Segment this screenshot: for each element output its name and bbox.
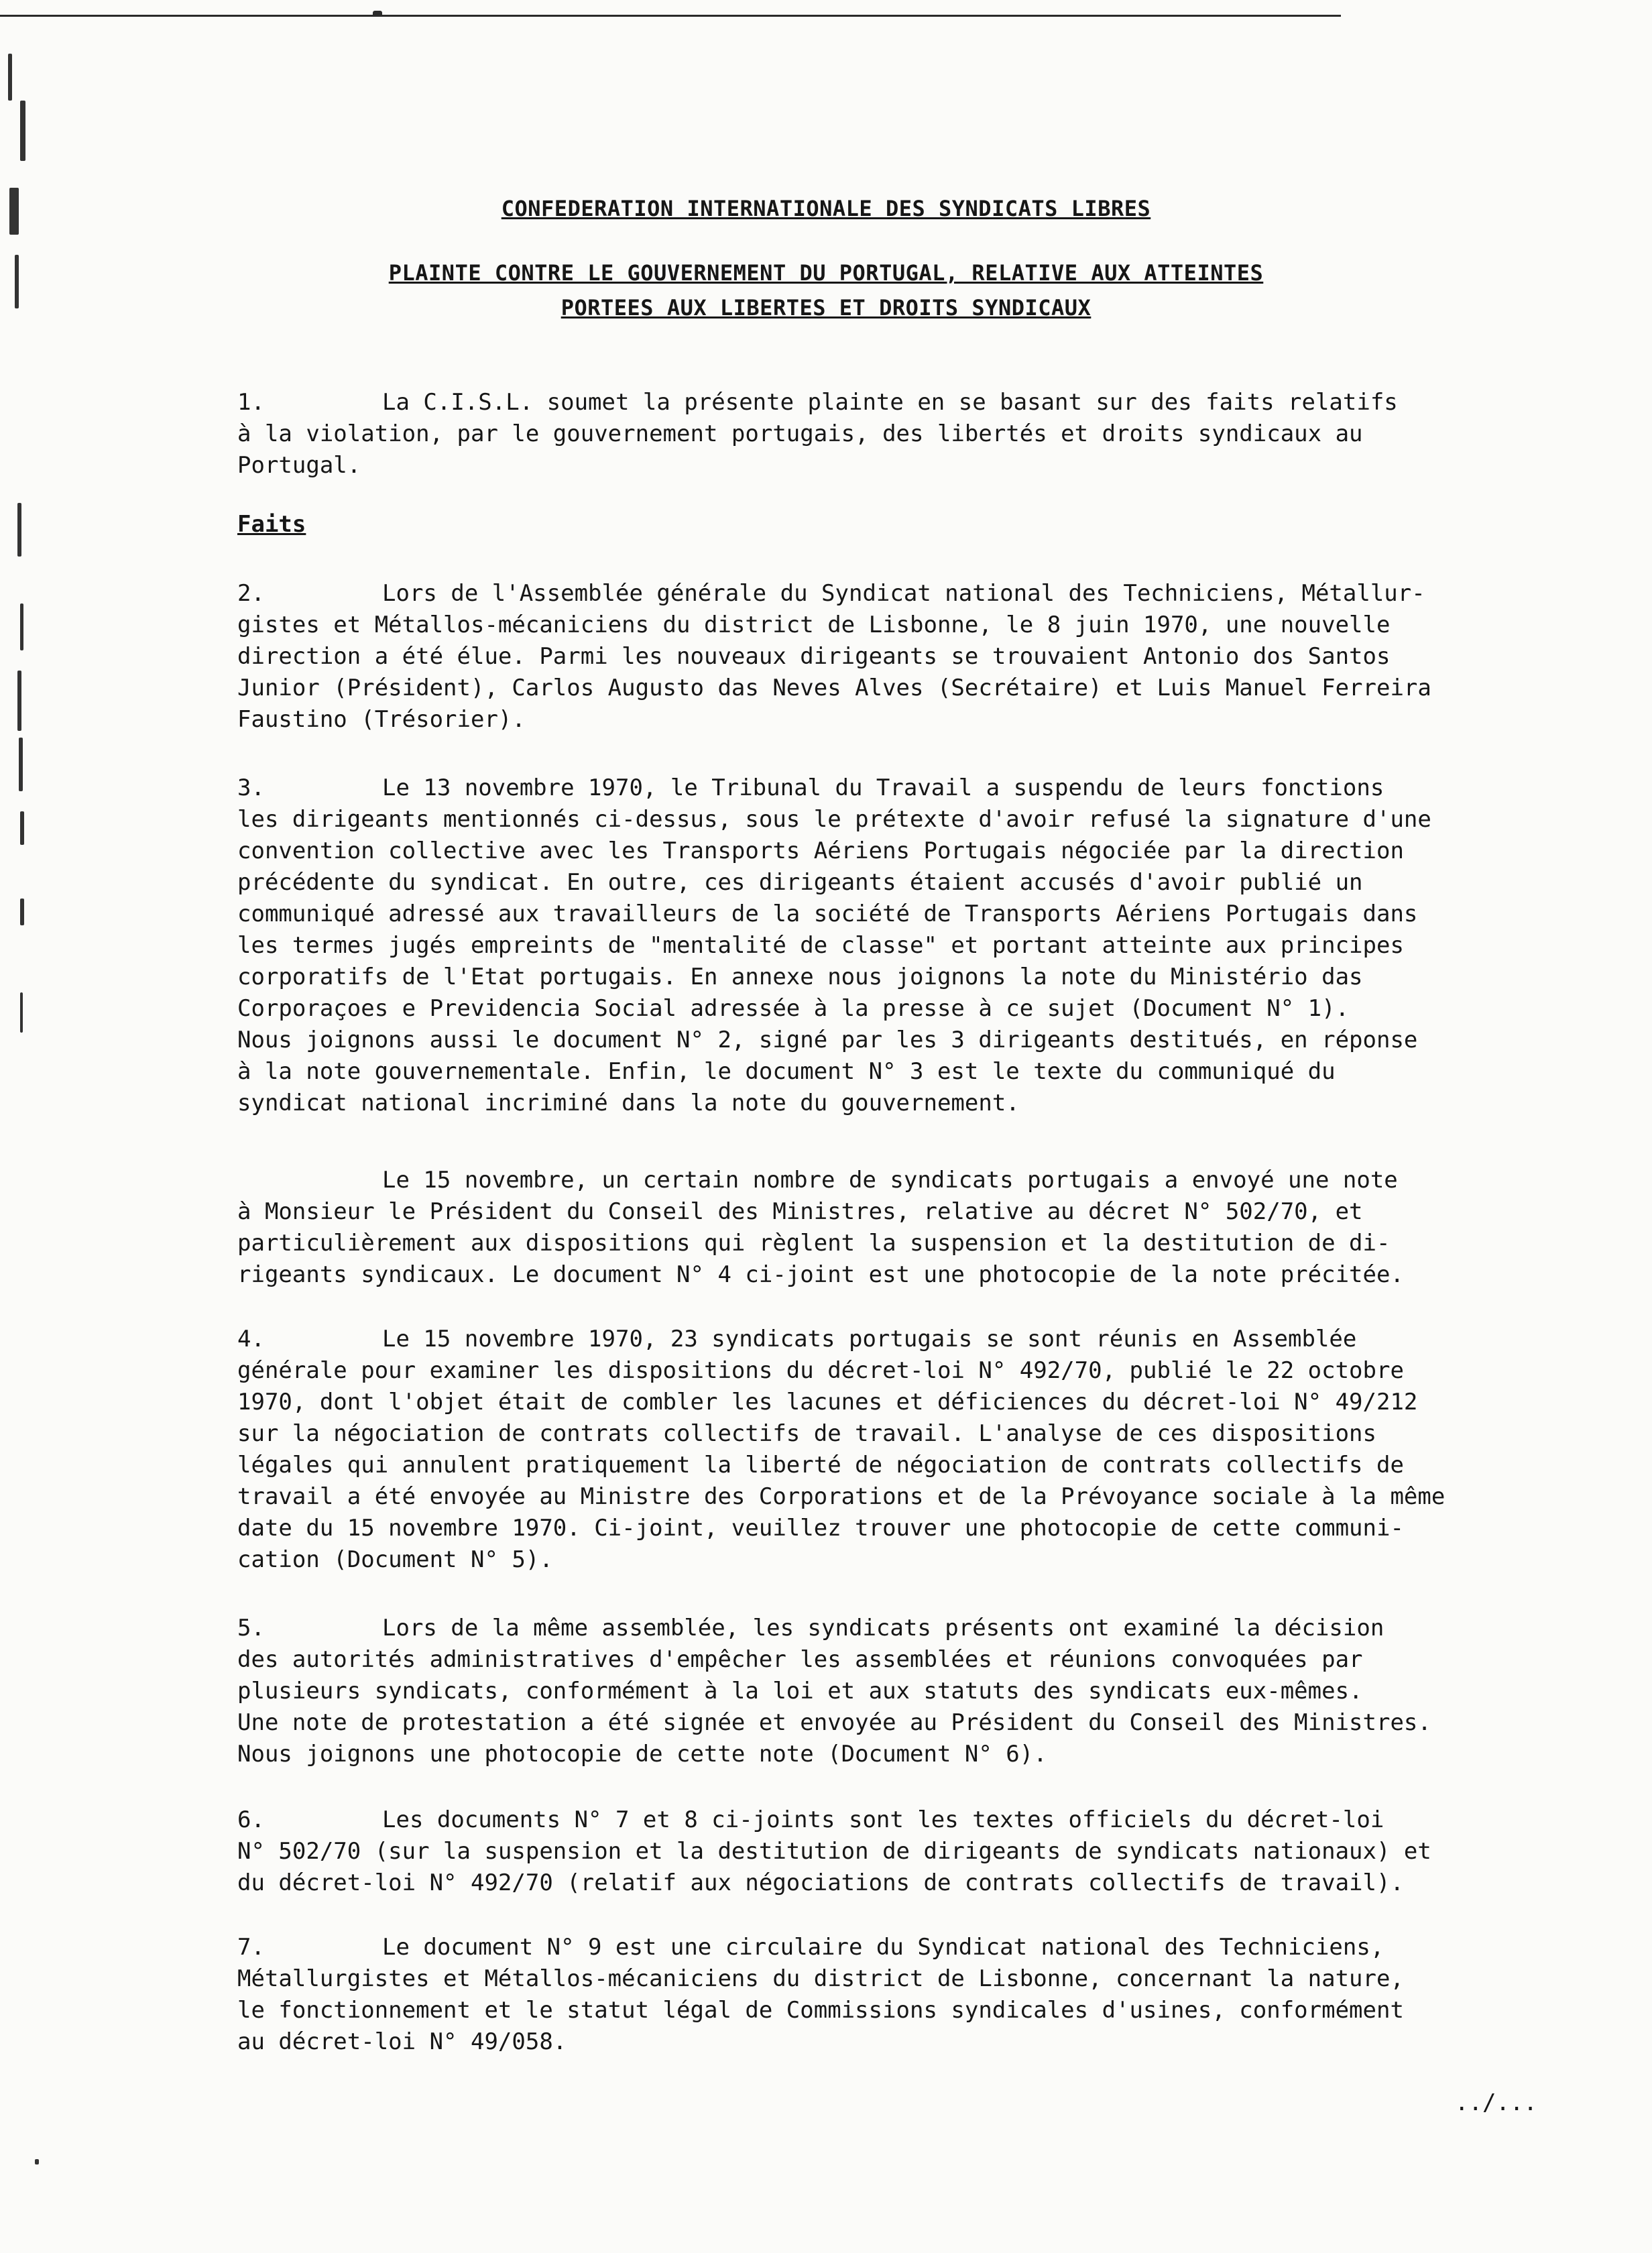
- paragraph-line: des autorités administratives d'empêcher les assemblées et réunions convoquées par: [237, 1646, 1363, 1673]
- paragraph-line: Corporaçoes e Previdencia Social adressée à la presse à ce sujet (Document N° 1).: [237, 995, 1350, 1022]
- paragraph-line: Faustino (Trésorier).: [237, 706, 526, 733]
- paragraph-line: particulièrement aux dispositions qui règlent la suspension et la destitution de di-: [237, 1230, 1391, 1257]
- section-heading-faits: Faits: [237, 511, 306, 538]
- paragraph-line: Nous joignons une photocopie de cette note (Document N° 6).: [237, 1741, 1047, 1768]
- binding-mark: [35, 2159, 39, 2164]
- binding-mark: [17, 503, 21, 557]
- paragraph-line: du décret-loi N° 492/70 (relatif aux négociations de contrats collectifs de travail).: [237, 1869, 1404, 1896]
- paragraph-2: [237, 578, 1598, 736]
- paragraph-line: Nous joignons aussi le document N° 2, signé par les 3 dirigeants destitués, en réponse: [237, 1027, 1418, 1053]
- paragraph-4: [237, 1324, 1598, 1576]
- paragraph-line: [237, 1804, 1598, 1836]
- paragraph-line: communiqué adressé aux travailleurs de la société de Transports Aériens Portugais dans: [237, 901, 1418, 927]
- paragraph-5: [237, 1613, 1598, 1770]
- paragraph-3-continued: [237, 1165, 1598, 1291]
- paragraph-text: Le 13 novembre 1970, le Tribunal du Travail a suspendu de leurs fonctions: [382, 774, 1384, 801]
- paragraph-text: Le document N° 9 est une circulaire du Syndicat national des Techniciens,: [382, 1934, 1384, 1961]
- binding-mark: [17, 671, 21, 731]
- paragraph-7: [237, 1932, 1598, 2058]
- paragraph-number: 3.: [237, 774, 265, 801]
- paragraph-line: Métallurgistes et Métallos-mécaniciens du district de Lisbonne, concernant la nature,: [237, 1965, 1404, 1992]
- paragraph-line: gistes et Métallos-mécaniciens du district de Lisbonne, le 8 juin 1970, une nouvelle: [237, 612, 1391, 638]
- paragraph-line: sur la négociation de contrats collectifs de travail. L'analyse de ces dispositions: [237, 1420, 1376, 1447]
- paragraph-line: au décret-loi N° 49/058.: [237, 2028, 567, 2055]
- paragraph-text: La C.I.S.L. soumet la présente plainte en se basant sur des faits relatifs: [382, 389, 1398, 416]
- paragraph-line: générale pour examiner les dispositions du décret-loi N° 492/70, publié le 22 octobre: [237, 1357, 1404, 1384]
- paragraph-line: [237, 1165, 1598, 1196]
- binding-mark: [19, 738, 23, 791]
- top-rule-mark: [373, 11, 382, 17]
- paragraph-number: 4.: [237, 1326, 265, 1352]
- paragraph-number: 5.: [237, 1615, 265, 1641]
- paragraph-line: 1970, dont l'objet était de combler les lacunes et déficiences du décret-loi N° 49/212: [237, 1389, 1418, 1416]
- paragraph-line: syndicat national incriminé dans la note du gouvernement.: [237, 1090, 1020, 1116]
- paragraph-line: [237, 387, 1598, 418]
- paragraph-line: [237, 772, 1598, 804]
- paragraph-line: [237, 1324, 1598, 1355]
- paragraph-line: rigeants syndicaux. Le document N° 4 ci-joint est une photocopie de la note précitée.: [237, 1261, 1404, 1288]
- organization-heading: CONFEDERATION INTERNATIONALE DES SYNDICATS LIBRES: [501, 196, 1151, 221]
- paragraph-line: à Monsieur le Président du Conseil des Ministres, relative au décret N° 502/70, et: [237, 1198, 1363, 1225]
- paragraph-line: le fonctionnement et le statut légal de Commissions syndicales d'usines, conformément: [237, 1997, 1404, 2024]
- paragraph-3: [237, 772, 1598, 1119]
- paragraph-line: légales qui annulent pratiquement la liberté de négociation de contrats collectifs de: [237, 1452, 1404, 1479]
- binding-mark: [20, 101, 25, 161]
- paragraph-line: Portugal.: [237, 452, 361, 479]
- complaint-title-line-1: PLAINTE CONTRE LE GOUVERNEMENT DU PORTUGAL, RELATIVE AUX ATTEINTES: [388, 260, 1264, 286]
- paragraph-6: [237, 1804, 1598, 1899]
- paragraph-line: les dirigeants mentionnés ci-dessus, sous le prétexte d'avoir refusé la signature d'une: [237, 806, 1431, 833]
- binding-mark: [8, 54, 12, 101]
- paragraph-line: travail a été envoyée au Ministre des Corporations et de la Prévoyance sociale à la même: [237, 1483, 1446, 1510]
- paragraph-text: Le 15 novembre 1970, 23 syndicats portugais se sont réunis en Assemblée: [382, 1326, 1357, 1352]
- paragraph-line: précédente du syndicat. En outre, ces dirigeants étaient accusés d'avoir publié un: [237, 869, 1363, 896]
- paragraph-line: convention collective avec les Transports Aériens Portugais négociée par la direction: [237, 837, 1404, 864]
- paragraph-number: 1.: [237, 389, 265, 416]
- paragraph-line: [237, 1613, 1598, 1644]
- paragraph-line: N° 502/70 (sur la suspension et la destitution de dirigeants de syndicats nationaux) et: [237, 1838, 1431, 1865]
- paragraph-text: Le 15 novembre, un certain nombre de syndicats portugais a envoyé une note: [382, 1167, 1398, 1194]
- paragraph-line: plusieurs syndicats, conformément à la loi et aux statuts des syndicats eux-mêmes.: [237, 1678, 1363, 1705]
- binding-mark: [20, 811, 24, 845]
- binding-edge-marks: [0, 0, 54, 2253]
- top-rule: [0, 15, 1341, 17]
- paragraph-line: Une note de protestation a été signée et envoyée au Président du Conseil des Ministres.: [237, 1709, 1431, 1736]
- paragraph-line: [237, 1932, 1598, 1963]
- paragraph-line: date du 15 novembre 1970. Ci-joint, veuillez trouver une photocopie de cette communi-: [237, 1515, 1404, 1542]
- paragraph-line: [237, 578, 1598, 610]
- paragraph-line: les termes jugés empreints de "mentalité de classe" et portant atteinte aux principes: [237, 932, 1404, 959]
- paragraph-1: [237, 387, 1598, 481]
- binding-mark: [20, 992, 23, 1033]
- paragraph-line: direction a été élue. Parmi les nouveaux dirigeants se trouvaient Antonio dos Santos: [237, 643, 1391, 670]
- paragraph-line: cation (Document N° 5).: [237, 1546, 553, 1573]
- paragraph-text: Les documents N° 7 et 8 ci-joints sont les textes officiels du décret-loi: [382, 1806, 1384, 1833]
- paragraph-text: Lors de la même assemblée, les syndicats présents ont examiné la décision: [382, 1615, 1384, 1641]
- binding-mark: [20, 603, 23, 650]
- paragraph-line: à la violation, par le gouvernement portugais, des libertés et droits syndicaux au: [237, 420, 1363, 447]
- continuation-marker: ../...: [1455, 2089, 1537, 2116]
- paragraph-number: 2.: [237, 580, 265, 607]
- paragraph-line: à la note gouvernementale. Enfin, le document N° 3 est le texte du communiqué du: [237, 1058, 1336, 1085]
- paragraph-line: corporatifs de l'Etat portugais. En annexe nous joignons la note du Ministério das: [237, 964, 1363, 990]
- paragraph-line: Junior (Président), Carlos Augusto das Neves Alves (Secrétaire) et Luis Manuel Ferreira: [237, 675, 1431, 701]
- paragraph-number: 7.: [237, 1934, 265, 1961]
- binding-mark: [20, 899, 24, 925]
- paragraph-text: Lors de l'Assemblée générale du Syndicat national des Techniciens, Métallur-: [382, 580, 1425, 607]
- complaint-title-line-2: PORTEES AUX LIBERTES ET DROITS SYNDICAUX: [560, 295, 1092, 321]
- paragraph-number: 6.: [237, 1806, 265, 1833]
